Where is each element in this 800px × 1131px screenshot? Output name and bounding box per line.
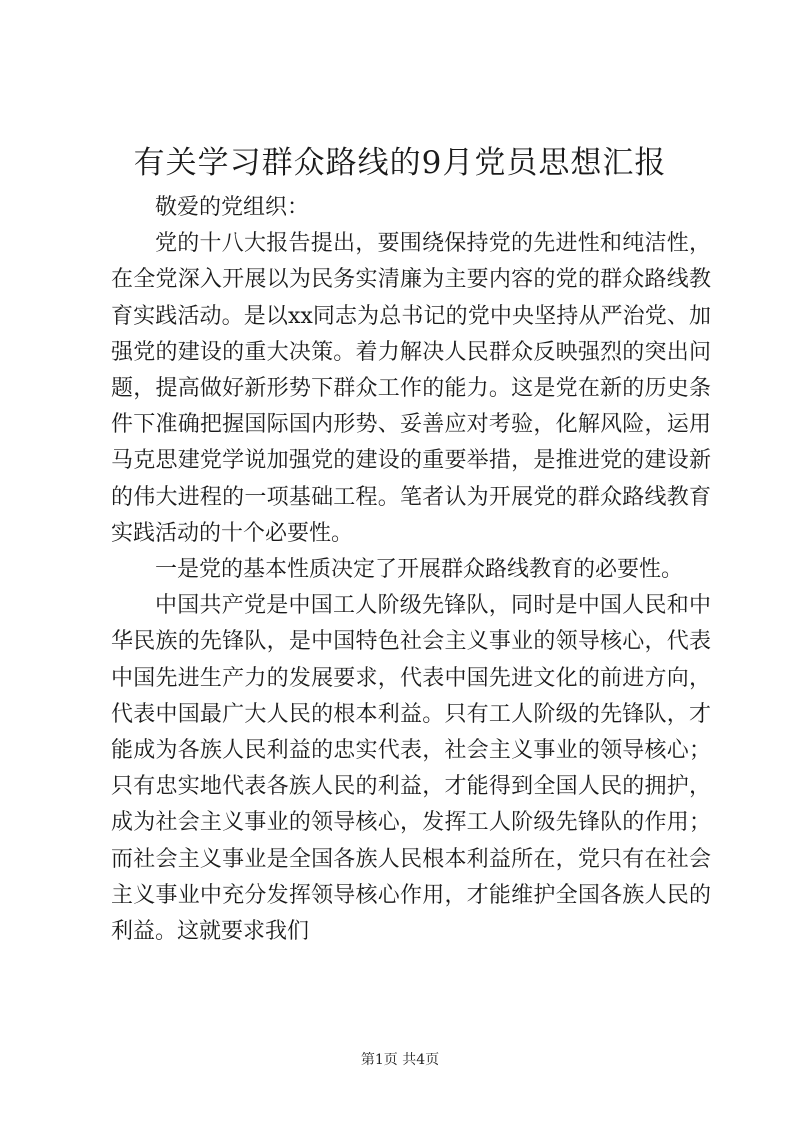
body-paragraph: 党的十八大报告提出，要围绕保持党的先进性和纯洁性，在全党深入开展以为民务实清廉为主要内容的党的群众路线教育实践活动。是以xx同志为总书记的党中央坚持从严治党、加强党的建设的重大决策。着力解决人民群众反映强烈的突出问题，提高做好新形势下群众工作的能力。这是党在新的历史条件下准确把握国际国内形势、妥善应对考验，化解风险，运用马克思建党学说加强党的建设的重要举措，是推进党的建设新的伟大进程的一项基础工程。笔者认为开展党的群众路线教育实践活动的十个必要性。 [111, 231, 711, 546]
document-title: 有关学习群众路线的9月党员思想汇报 [133, 145, 667, 181]
salutation: 敬爱的党组织： [155, 195, 310, 220]
body-paragraph: 中国共产党是中国工人阶级先锋队，同时是中国人民和中华民族的先锋队，是中国特色社会主义事业的领导核心，代表中国先进生产力的发展要求，代表中国先进文化的前进方向，代表中国最广大人民的根本利益。只有工人阶级的先锋队，才能成为各族人民利益的忠实代表，社会主义事业的领导核心；只有忠实地代表各族人民的利益，才能得到全国人民的拥护，成为社会主义事业的领导核心，发挥工人阶级先锋队的作用；而社会主义事业是全国各族人民根本利益所在，党只有在社会主义事业中充分发挥领导核心作用，才能维护全国各族人民的利益。这就要求我们 [111, 593, 711, 945]
section-heading: 一是党的基本性质决定了开展群众路线教育的必要性。 [155, 557, 684, 583]
page-footer: 第1页 共4页 [360, 1052, 440, 1068]
document-body [111, 190, 711, 950]
